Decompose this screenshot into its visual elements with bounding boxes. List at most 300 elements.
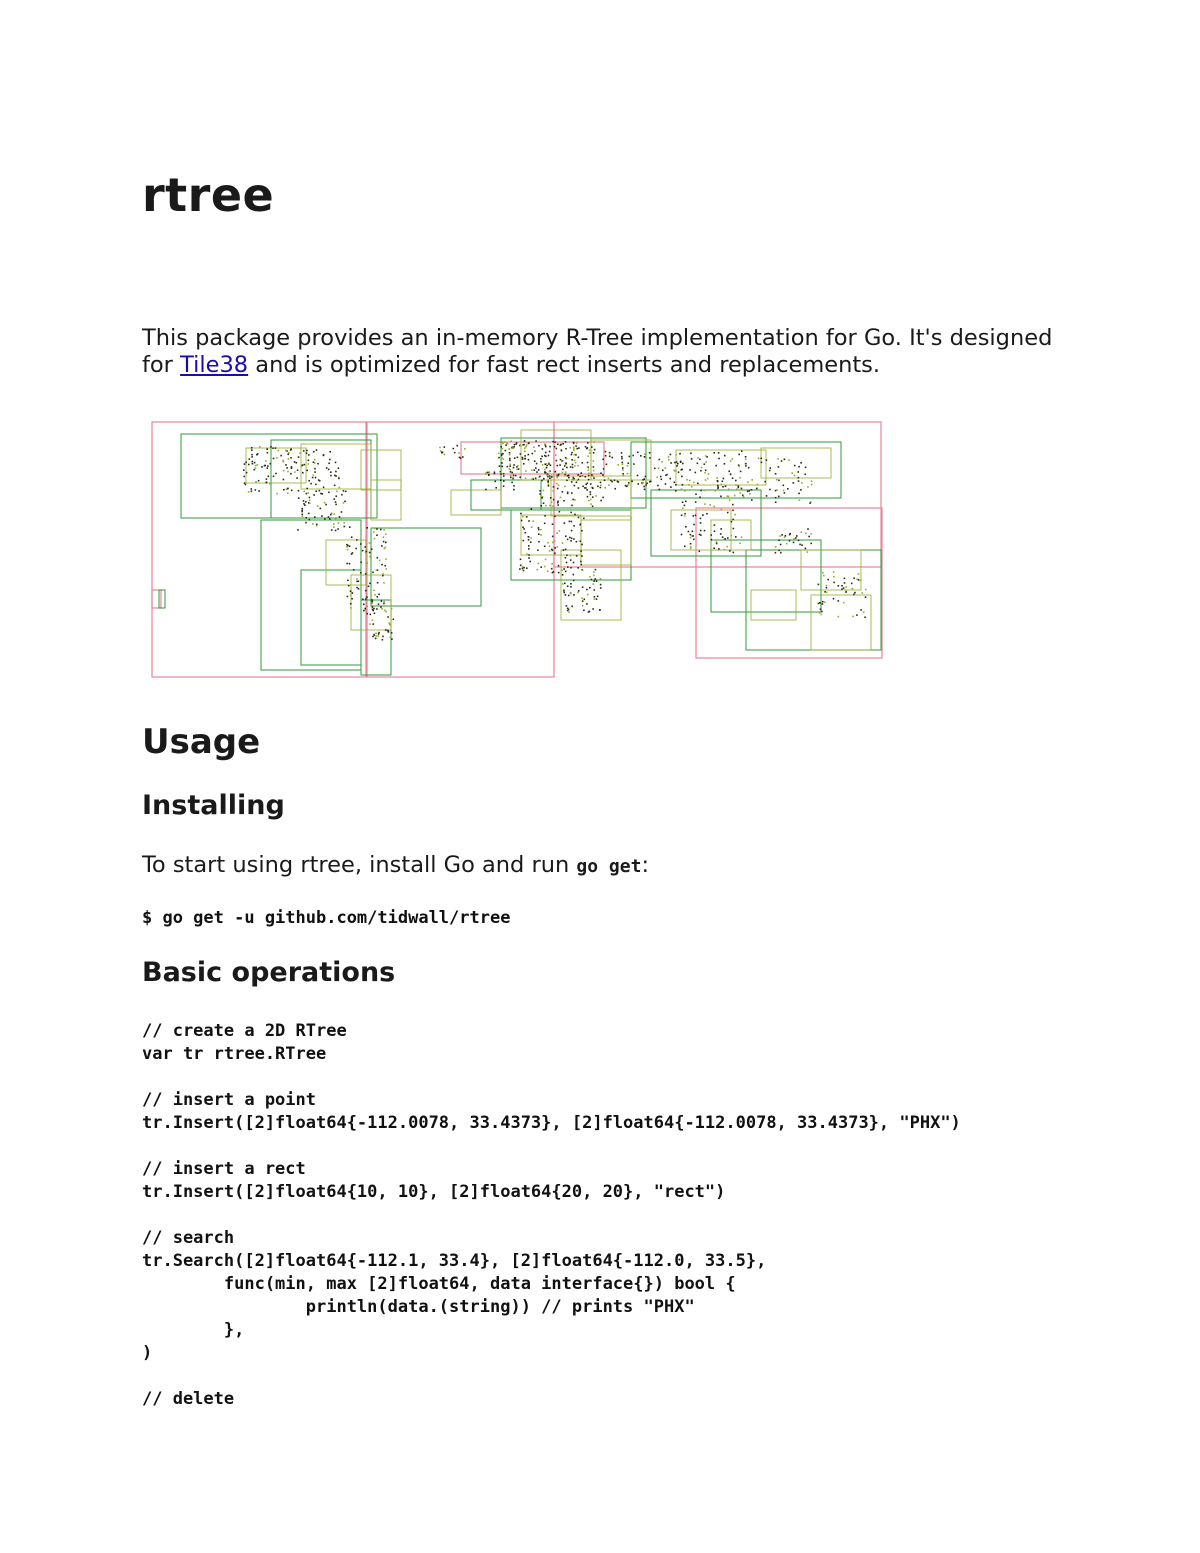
data-point — [377, 635, 379, 637]
data-point — [513, 475, 515, 477]
data-point — [646, 483, 648, 485]
data-point — [503, 459, 505, 461]
data-point — [582, 605, 584, 607]
data-point — [658, 468, 660, 470]
data-point — [323, 455, 325, 457]
data-point — [659, 459, 661, 461]
data-point — [566, 467, 568, 469]
data-point — [681, 469, 683, 471]
go-get-inline-code: go get — [576, 856, 642, 877]
data-point — [317, 505, 319, 507]
data-point — [567, 493, 569, 495]
data-point — [637, 475, 639, 477]
data-point — [330, 514, 332, 516]
data-point — [617, 464, 619, 466]
data-point — [704, 472, 706, 474]
data-point — [581, 530, 583, 532]
data-point — [809, 502, 811, 504]
data-point — [549, 451, 551, 453]
data-point — [856, 614, 858, 616]
data-point — [350, 595, 352, 597]
data-point — [695, 472, 697, 474]
data-point — [593, 466, 595, 468]
data-point — [577, 465, 579, 467]
data-point — [593, 476, 595, 478]
data-point — [530, 537, 532, 539]
data-point — [501, 457, 503, 459]
data-point — [597, 596, 599, 598]
data-point — [600, 584, 602, 586]
installing-text-end: : — [641, 852, 650, 878]
data-point — [805, 548, 807, 550]
data-point — [808, 536, 810, 538]
rtree-bounding-box — [461, 442, 604, 474]
data-point — [670, 462, 672, 464]
data-point — [376, 528, 378, 530]
data-point — [308, 463, 310, 465]
data-point — [509, 458, 511, 460]
data-point — [571, 521, 573, 523]
data-point — [290, 449, 292, 451]
data-point — [588, 469, 590, 471]
data-point — [301, 508, 303, 510]
data-point — [335, 530, 337, 532]
data-point — [845, 591, 847, 593]
data-point — [824, 591, 826, 593]
data-point — [804, 474, 806, 476]
data-point — [538, 469, 540, 471]
data-point — [556, 448, 558, 450]
data-point — [555, 454, 557, 456]
data-point — [552, 542, 554, 544]
data-point — [697, 463, 699, 465]
data-point — [258, 480, 260, 482]
data-point — [819, 612, 821, 614]
data-point — [713, 547, 715, 549]
data-point — [692, 531, 694, 533]
data-point — [718, 452, 720, 454]
data-point — [596, 598, 598, 600]
data-point — [269, 483, 271, 485]
data-point — [528, 545, 530, 547]
data-point — [690, 543, 692, 545]
data-point — [865, 589, 867, 591]
data-point — [741, 450, 743, 452]
data-point — [313, 474, 315, 476]
data-point — [510, 475, 512, 477]
tile38-link[interactable]: Tile38 — [180, 352, 249, 378]
data-point — [560, 459, 562, 461]
data-point — [554, 547, 556, 549]
data-point — [688, 484, 690, 486]
data-point — [811, 480, 813, 482]
data-point — [593, 470, 595, 472]
data-point — [372, 601, 374, 603]
data-point — [567, 585, 569, 587]
data-point — [512, 477, 514, 479]
data-point — [775, 473, 777, 475]
data-point — [350, 590, 352, 592]
data-point — [570, 593, 572, 595]
data-point — [257, 464, 259, 466]
data-point — [766, 459, 768, 461]
data-point — [384, 565, 386, 567]
data-point — [795, 537, 797, 539]
data-point — [569, 521, 571, 523]
data-point — [547, 479, 549, 481]
data-point — [864, 617, 866, 619]
data-point — [573, 574, 575, 576]
data-point — [731, 521, 733, 523]
data-point — [856, 578, 858, 580]
data-point — [521, 520, 523, 522]
data-point — [589, 587, 591, 589]
data-point — [310, 483, 312, 485]
data-point — [684, 515, 686, 517]
data-point — [374, 634, 376, 636]
data-point — [657, 485, 659, 487]
data-point — [565, 557, 567, 559]
data-point — [573, 580, 575, 582]
data-point — [570, 555, 572, 557]
data-point — [459, 457, 461, 459]
data-point — [302, 514, 304, 516]
data-point — [444, 446, 446, 448]
data-point — [822, 603, 824, 605]
data-point — [500, 473, 502, 475]
data-point — [732, 458, 734, 460]
data-point — [568, 612, 570, 614]
data-point — [350, 603, 352, 605]
data-point — [567, 566, 569, 568]
data-point — [592, 608, 594, 610]
data-point — [852, 616, 854, 618]
data-point — [783, 490, 785, 492]
data-point — [563, 590, 565, 592]
data-point — [328, 492, 330, 494]
data-point — [304, 504, 306, 506]
data-point — [780, 535, 782, 537]
data-point — [541, 497, 543, 499]
data-point — [501, 455, 503, 457]
data-point — [528, 459, 530, 461]
data-point — [706, 456, 708, 458]
data-point — [727, 512, 729, 514]
data-point — [524, 458, 526, 460]
data-point — [545, 505, 547, 507]
data-point — [843, 602, 845, 604]
data-point — [697, 457, 699, 459]
data-point — [644, 456, 646, 458]
data-point — [558, 475, 560, 477]
data-point — [838, 616, 840, 618]
data-point — [254, 462, 256, 464]
data-point — [575, 462, 577, 464]
data-point — [777, 458, 779, 460]
data-point — [690, 546, 692, 548]
data-point — [321, 515, 323, 517]
data-point — [516, 468, 518, 470]
data-point — [674, 462, 676, 464]
data-point — [586, 603, 588, 605]
data-point — [518, 468, 520, 470]
data-point — [540, 529, 542, 531]
data-point — [378, 632, 380, 634]
data-point — [645, 484, 647, 486]
data-point — [372, 610, 374, 612]
data-point — [294, 471, 296, 473]
data-point — [304, 464, 306, 466]
data-point — [578, 457, 580, 459]
data-point — [362, 550, 364, 552]
data-point — [393, 619, 395, 621]
data-point — [577, 480, 579, 482]
data-point — [581, 555, 583, 557]
data-point — [564, 486, 566, 488]
data-point — [362, 599, 364, 601]
data-point — [381, 564, 383, 566]
data-point — [373, 590, 375, 592]
data-point — [695, 501, 697, 503]
data-point — [526, 554, 528, 556]
data-point — [705, 455, 707, 457]
data-point — [383, 536, 385, 538]
data-point — [371, 599, 373, 601]
data-point — [801, 544, 803, 546]
data-point — [385, 533, 387, 535]
data-point — [565, 471, 567, 473]
data-point — [553, 571, 555, 573]
data-point — [739, 543, 741, 545]
data-point — [554, 552, 556, 554]
data-point — [320, 493, 322, 495]
data-point — [313, 451, 315, 453]
data-point — [693, 539, 695, 541]
data-point — [382, 575, 384, 577]
data-point — [629, 456, 631, 458]
data-point — [581, 544, 583, 546]
data-point — [552, 523, 554, 525]
data-point — [770, 467, 772, 469]
data-point — [576, 442, 578, 444]
data-point — [700, 518, 702, 520]
data-point — [684, 505, 686, 507]
data-point — [600, 485, 602, 487]
data-point — [807, 551, 809, 553]
data-point — [299, 452, 301, 454]
data-point — [543, 502, 545, 504]
data-point — [562, 469, 564, 471]
data-point — [860, 580, 862, 582]
data-point — [602, 474, 604, 476]
data-point — [605, 455, 607, 457]
data-point — [369, 623, 371, 625]
data-point — [758, 458, 760, 460]
data-point — [710, 534, 712, 536]
data-point — [587, 442, 589, 444]
data-point — [730, 460, 732, 462]
data-point — [637, 452, 639, 454]
data-point — [524, 448, 526, 450]
data-point — [244, 463, 246, 465]
data-point — [524, 450, 526, 452]
data-point — [644, 489, 646, 491]
data-point — [695, 493, 697, 495]
data-point — [308, 454, 310, 456]
data-point — [522, 457, 524, 459]
data-point — [681, 476, 683, 478]
data-point — [523, 463, 525, 465]
data-point — [822, 572, 824, 574]
data-point — [381, 600, 383, 602]
data-point — [606, 464, 608, 466]
data-point — [705, 479, 707, 481]
data-point — [511, 482, 513, 484]
data-point — [366, 613, 368, 615]
data-point — [623, 475, 625, 477]
data-point — [272, 447, 274, 449]
data-point — [526, 444, 528, 446]
data-point — [704, 503, 706, 505]
data-point — [370, 614, 372, 616]
data-point — [376, 534, 378, 536]
data-point — [760, 458, 762, 460]
data-point — [537, 569, 539, 571]
data-point — [843, 587, 845, 589]
data-point — [251, 491, 253, 493]
data-point — [730, 535, 732, 537]
data-point — [259, 446, 261, 448]
data-point — [628, 484, 630, 486]
data-point — [531, 478, 533, 480]
data-point — [583, 610, 585, 612]
data-point — [297, 469, 299, 471]
data-point — [520, 453, 522, 455]
data-point — [371, 548, 373, 550]
data-point — [594, 449, 596, 451]
data-point — [684, 546, 686, 548]
data-point — [350, 607, 352, 609]
data-point — [705, 470, 707, 472]
data-point — [801, 531, 803, 533]
data-point — [720, 533, 722, 535]
data-point — [717, 480, 719, 482]
data-point — [745, 465, 747, 467]
data-point — [682, 463, 684, 465]
data-point — [251, 456, 253, 458]
data-point — [838, 600, 840, 602]
data-point — [520, 445, 522, 447]
data-point — [296, 462, 298, 464]
data-point — [781, 534, 783, 536]
data-point — [306, 450, 308, 452]
data-point — [360, 543, 362, 545]
data-point — [732, 504, 734, 506]
data-point — [736, 488, 738, 490]
data-point — [356, 587, 358, 589]
data-point — [487, 472, 489, 474]
data-point — [384, 610, 386, 612]
rtree-bounding-box — [326, 540, 366, 585]
data-point — [339, 487, 341, 489]
data-point — [622, 464, 624, 466]
data-point — [549, 477, 551, 479]
data-point — [551, 501, 553, 503]
data-point — [784, 459, 786, 461]
data-point — [554, 540, 556, 542]
data-point — [329, 518, 331, 520]
data-point — [700, 530, 702, 532]
data-point — [565, 457, 567, 459]
data-point — [700, 490, 702, 492]
data-point — [600, 587, 602, 589]
data-point — [517, 465, 519, 467]
data-point — [865, 596, 867, 598]
data-point — [333, 526, 335, 528]
data-point — [385, 611, 387, 613]
data-point — [543, 478, 545, 480]
data-point — [561, 569, 563, 571]
data-point — [556, 483, 558, 485]
data-point — [714, 490, 716, 492]
data-point — [500, 479, 502, 481]
data-point — [512, 447, 514, 449]
data-point — [793, 482, 795, 484]
data-point — [675, 454, 677, 456]
data-point — [328, 516, 330, 518]
data-point — [587, 594, 589, 596]
data-point — [520, 513, 522, 515]
data-point — [537, 549, 539, 551]
data-point — [577, 474, 579, 476]
data-point — [509, 465, 511, 467]
data-point — [287, 471, 289, 473]
data-point — [503, 480, 505, 482]
data-point — [337, 528, 339, 530]
data-point — [684, 490, 686, 492]
data-point — [380, 529, 382, 531]
data-point — [564, 522, 566, 524]
rtree-bounding-box — [301, 570, 361, 665]
data-point — [255, 489, 257, 491]
data-point — [720, 496, 722, 498]
data-point — [681, 514, 683, 516]
data-point — [826, 587, 828, 589]
data-point — [693, 482, 695, 484]
data-point — [303, 500, 305, 502]
data-point — [798, 477, 800, 479]
data-point — [374, 538, 376, 540]
data-point — [439, 447, 441, 449]
data-point — [587, 462, 589, 464]
data-point — [305, 517, 307, 519]
data-point — [391, 638, 393, 640]
data-point — [369, 583, 371, 585]
data-point — [544, 515, 546, 517]
data-point — [589, 452, 591, 454]
data-point — [348, 585, 350, 587]
data-point — [567, 539, 569, 541]
data-point — [572, 464, 574, 466]
data-point — [585, 484, 587, 486]
data-point — [720, 528, 722, 530]
data-point — [590, 494, 592, 496]
data-point — [707, 478, 709, 480]
data-point — [315, 477, 317, 479]
data-point — [264, 465, 266, 467]
data-point — [540, 534, 542, 536]
data-point — [609, 453, 611, 455]
